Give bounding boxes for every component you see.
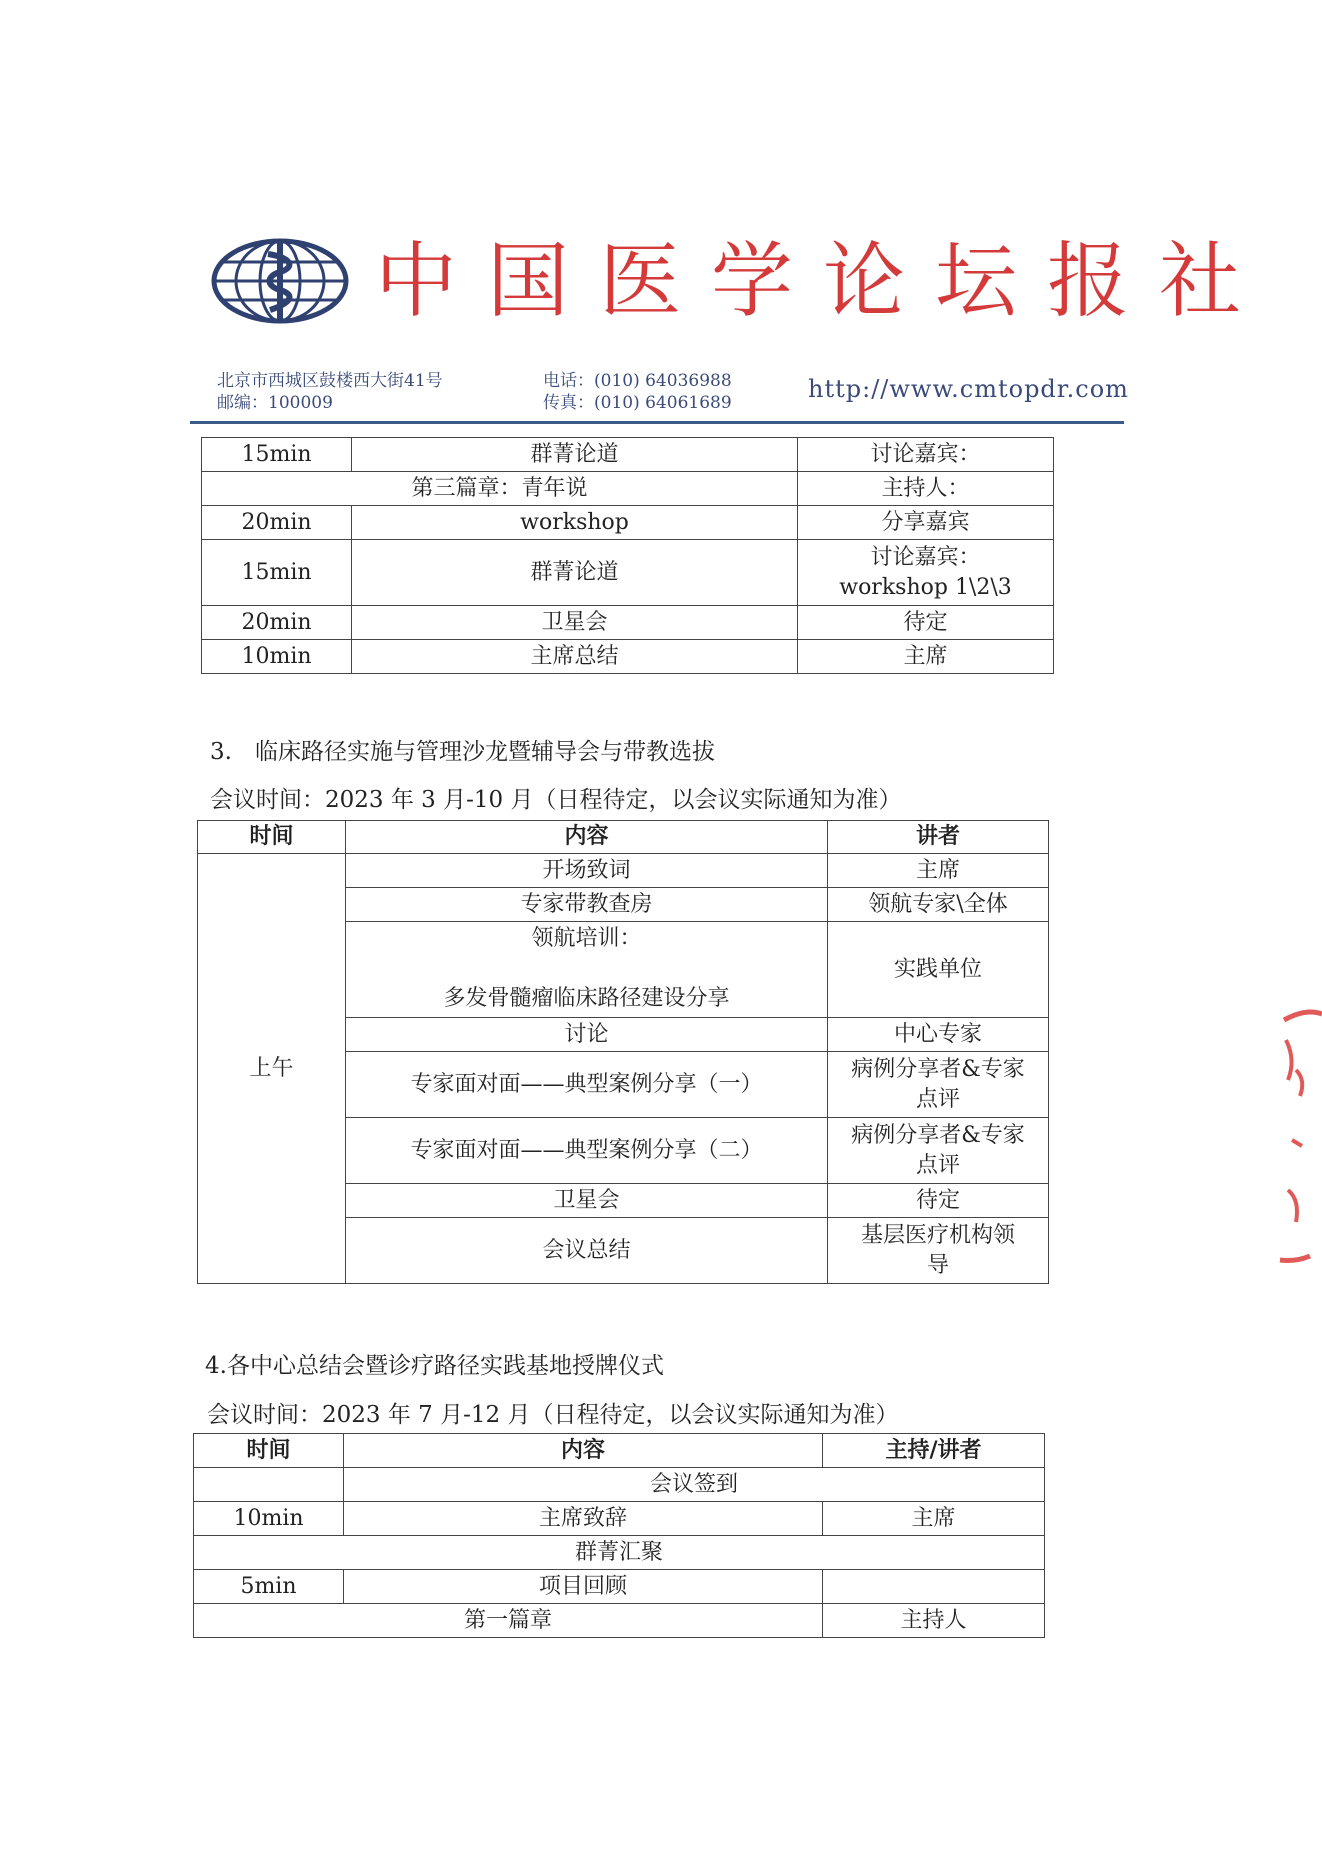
table-row bbox=[202, 540, 1054, 606]
speaker-cell: 讨论嘉宾： bbox=[798, 438, 1054, 472]
globe-caduceus-logo-icon bbox=[210, 238, 350, 324]
speaker-cell: 待定 bbox=[828, 1184, 1049, 1218]
section4-schedule-table bbox=[193, 1433, 1045, 1638]
table-row bbox=[202, 438, 1054, 472]
content-cell: 专家面对面——典型案例分享（二） bbox=[346, 1118, 828, 1184]
table-row bbox=[194, 1604, 1045, 1638]
speaker-cell: 主席 bbox=[823, 1502, 1045, 1536]
content-cell: 会议总结 bbox=[346, 1218, 828, 1284]
speaker-line: 点评 bbox=[915, 1152, 960, 1178]
chapter-cell: 第三篇章：青年说 bbox=[202, 472, 798, 506]
time-cell: 15min bbox=[202, 438, 352, 472]
speaker-cell: 实践单位 bbox=[828, 922, 1049, 1018]
content-cell: 项目回顾 bbox=[344, 1570, 823, 1604]
content-cell: 卫星会 bbox=[346, 1184, 828, 1218]
speaker-cell: 主席 bbox=[828, 854, 1049, 888]
header-speaker: 主持/讲者 bbox=[823, 1434, 1045, 1468]
section4-title: 4.各中心总结会暨诊疗路径实践基地授牌仪式 bbox=[205, 1353, 664, 1379]
speaker-cell: 中心专家 bbox=[828, 1018, 1049, 1052]
table-row bbox=[194, 1570, 1045, 1604]
time-cell: 10min bbox=[194, 1502, 344, 1536]
speaker-line: 讨论嘉宾： bbox=[870, 544, 981, 570]
speaker-line: workshop 1\2\3 bbox=[839, 574, 1012, 600]
content-cell: 群菁论道 bbox=[352, 540, 798, 606]
red-seal-fragment bbox=[1266, 1000, 1322, 1290]
section3-title: 3. 临床路径实施与管理沙龙暨辅导会与带教选拔 bbox=[210, 739, 715, 765]
content-cell bbox=[346, 922, 828, 1018]
content-cell: 开场致词 bbox=[346, 854, 828, 888]
session-cell: 上午 bbox=[198, 854, 346, 1284]
header-content: 内容 bbox=[346, 821, 828, 854]
content-cell: 主席总结 bbox=[352, 640, 798, 674]
table-row bbox=[202, 506, 1054, 540]
address-line2: 邮编：100009 bbox=[217, 393, 333, 413]
speaker-cell: 领航专家\全体 bbox=[828, 888, 1049, 922]
speaker-cell bbox=[828, 1218, 1049, 1284]
speaker-line: 基层医疗机构领 bbox=[860, 1222, 1015, 1248]
time-cell: 10min bbox=[202, 640, 352, 674]
speaker-line: 导 bbox=[926, 1252, 949, 1278]
speaker-cell: 主席 bbox=[798, 640, 1054, 674]
table-header-row bbox=[194, 1434, 1045, 1468]
speaker-cell bbox=[828, 1118, 1049, 1184]
merged-cell: 群菁汇聚 bbox=[194, 1536, 1045, 1570]
table-row bbox=[198, 854, 1049, 888]
table-row bbox=[194, 1502, 1045, 1536]
header-rule bbox=[190, 421, 1124, 424]
chapter-cell: 第一篇章 bbox=[194, 1604, 823, 1638]
time-cell: 5min bbox=[194, 1570, 344, 1604]
speaker-line: 点评 bbox=[915, 1086, 960, 1112]
speaker-line: 病例分享者&专家 bbox=[851, 1122, 1025, 1148]
time-cell: 15min bbox=[202, 540, 352, 606]
time-cell bbox=[194, 1468, 344, 1502]
header-content: 内容 bbox=[344, 1434, 823, 1468]
speaker-cell: 主持人 bbox=[823, 1604, 1045, 1638]
speaker-cell bbox=[823, 1570, 1045, 1604]
content-line: 领航培训： bbox=[531, 926, 642, 951]
section3-schedule-table bbox=[197, 820, 1049, 1284]
speaker-cell bbox=[798, 540, 1054, 606]
content-cell: 专家带教查房 bbox=[346, 888, 828, 922]
table-row bbox=[194, 1536, 1045, 1570]
table-row bbox=[202, 606, 1054, 640]
header-time: 时间 bbox=[194, 1434, 344, 1468]
section3-meeting-time: 会议时间：2023 年 3 月-10 月（日程待定，以会议实际通知为准） bbox=[210, 787, 902, 813]
header-speaker: 讲者 bbox=[828, 821, 1049, 854]
content-line: 多发骨髓瘤临床路径建设分享 bbox=[443, 986, 730, 1011]
table-row bbox=[194, 1468, 1045, 1502]
table-header-row bbox=[198, 821, 1049, 854]
time-cell: 20min bbox=[202, 506, 352, 540]
org-name: 中国医学论坛报社 bbox=[375, 234, 1272, 329]
merged-cell: 会议签到 bbox=[344, 1468, 1045, 1502]
content-cell: 专家面对面——典型案例分享（一） bbox=[346, 1052, 828, 1118]
content-cell: workshop bbox=[352, 506, 798, 540]
fax: 传真：(010) 64061689 bbox=[543, 393, 732, 413]
speaker-cell bbox=[828, 1052, 1049, 1118]
website: http://www.cmtopdr.com bbox=[808, 375, 1129, 403]
time-cell: 20min bbox=[202, 606, 352, 640]
content-cell: 主席致辞 bbox=[344, 1502, 823, 1536]
speaker-cell: 待定 bbox=[798, 606, 1054, 640]
phone: 电话：(010) 64036988 bbox=[543, 371, 732, 391]
table-row bbox=[202, 640, 1054, 674]
schedule-table-continued bbox=[201, 437, 1054, 674]
content-cell: 卫星会 bbox=[352, 606, 798, 640]
speaker-cell: 主持人： bbox=[798, 472, 1054, 506]
section4-meeting-time: 会议时间：2023 年 7 月-12 月（日程待定，以会议实际通知为准） bbox=[207, 1402, 899, 1428]
header-time: 时间 bbox=[198, 821, 346, 854]
table-row bbox=[202, 472, 1054, 506]
speaker-line: 病例分享者&专家 bbox=[851, 1056, 1025, 1082]
speaker-cell: 分享嘉宾 bbox=[798, 506, 1054, 540]
address-line1: 北京市西城区鼓楼西大街41号 bbox=[217, 371, 443, 391]
content-cell: 讨论 bbox=[346, 1018, 828, 1052]
content-cell: 群菁论道 bbox=[352, 438, 798, 472]
